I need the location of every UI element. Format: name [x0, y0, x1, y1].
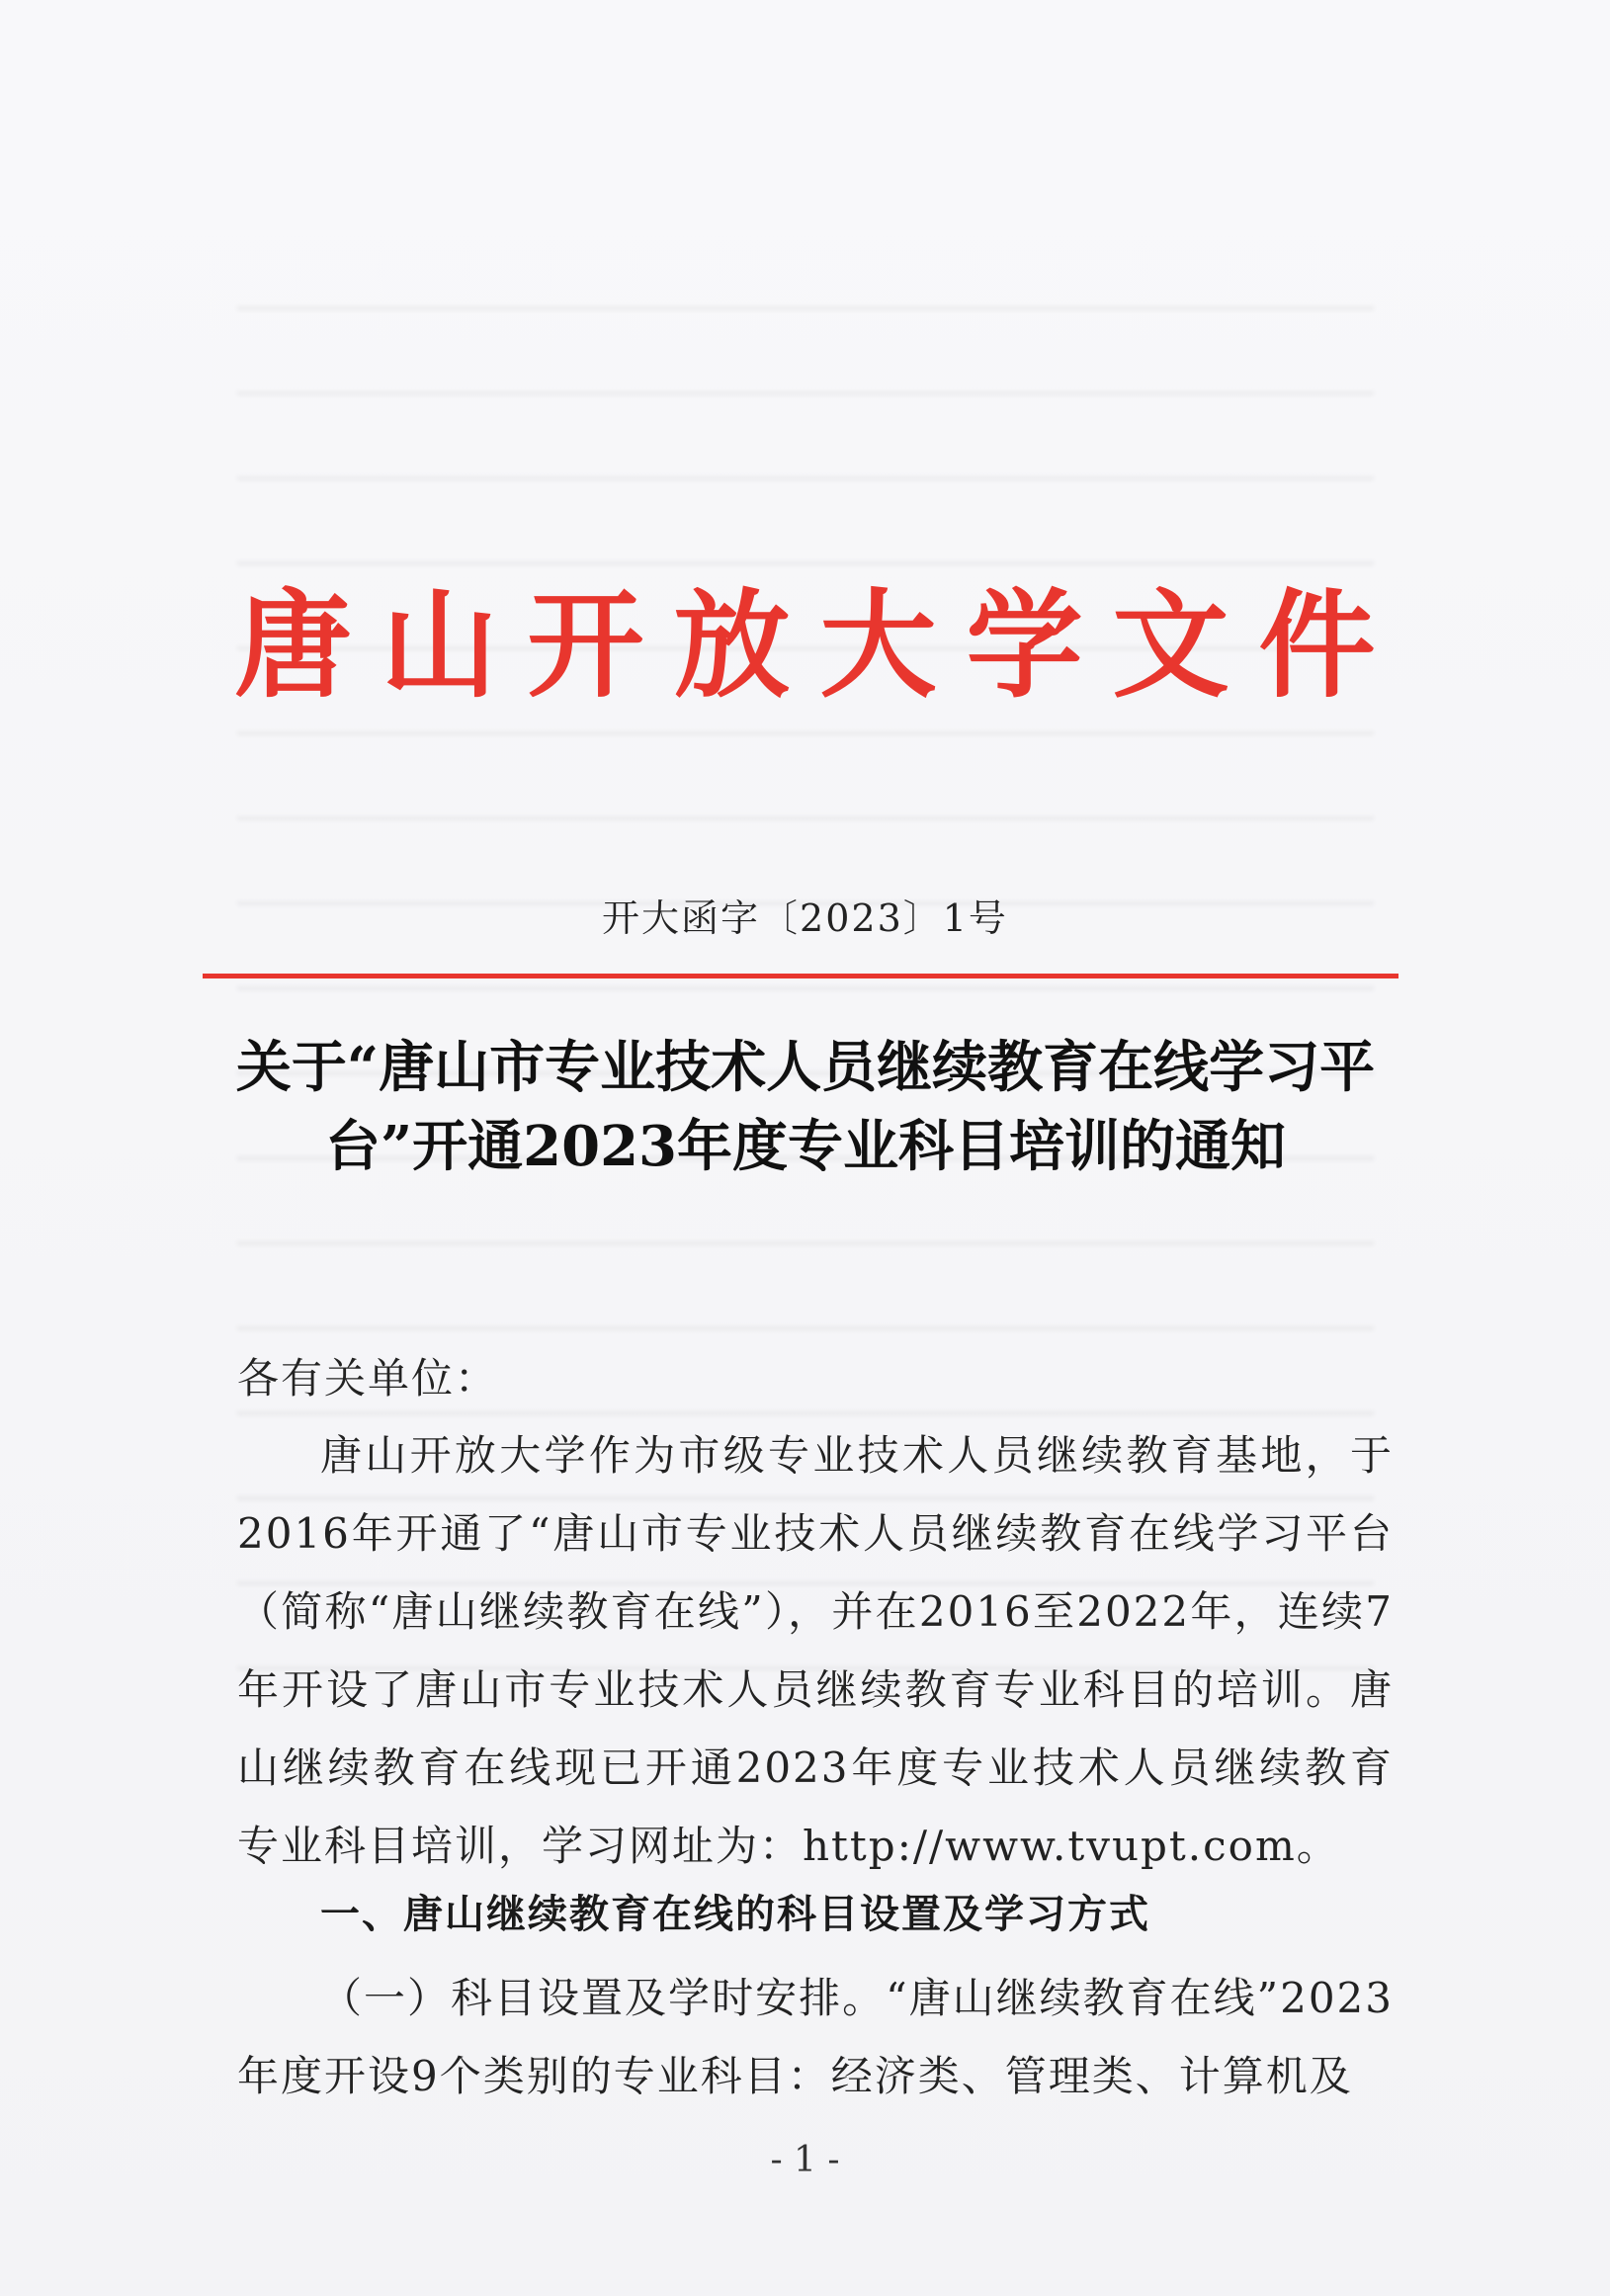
document-number: 开大函字〔2023〕1号: [602, 896, 1008, 940]
red-divider-line: [203, 974, 1398, 978]
section-heading-1: 一、唐山继续教育在线的科目设置及学习方式: [320, 1892, 1150, 1937]
paragraph-intro: 唐山开放大学作为市级专业技术人员继续教育基地，于2016年开通了“唐山市专业技术人员继续教育在线学习平台（简称“唐山继续教育在线”），并在2016至2022年，连续7年开设了唐山市专业技术人员继续教育专业科目的培训。唐山继续教育在线现已开通2023年度专业技术人员继续教育专业科目培训，学习网址为：http://www.tvupt.com。: [237, 1431, 1394, 1870]
salutation: 各有关单位：: [237, 1354, 499, 1403]
page-number: - 1 -: [770, 2140, 840, 2180]
issuer-header: 唐山开放大学文件: [234, 576, 1405, 714]
document-title: 关于“唐山市专业技术人员继续教育在线学习平台”开通2023年度专业科目培训的通知: [235, 1035, 1376, 1179]
paragraph-subjects: （一）科目设置及学时安排。“唐山继续教育在线”2023年度开设9个类别的专业科目：经济类、管理类、计算机及: [237, 1974, 1394, 2100]
